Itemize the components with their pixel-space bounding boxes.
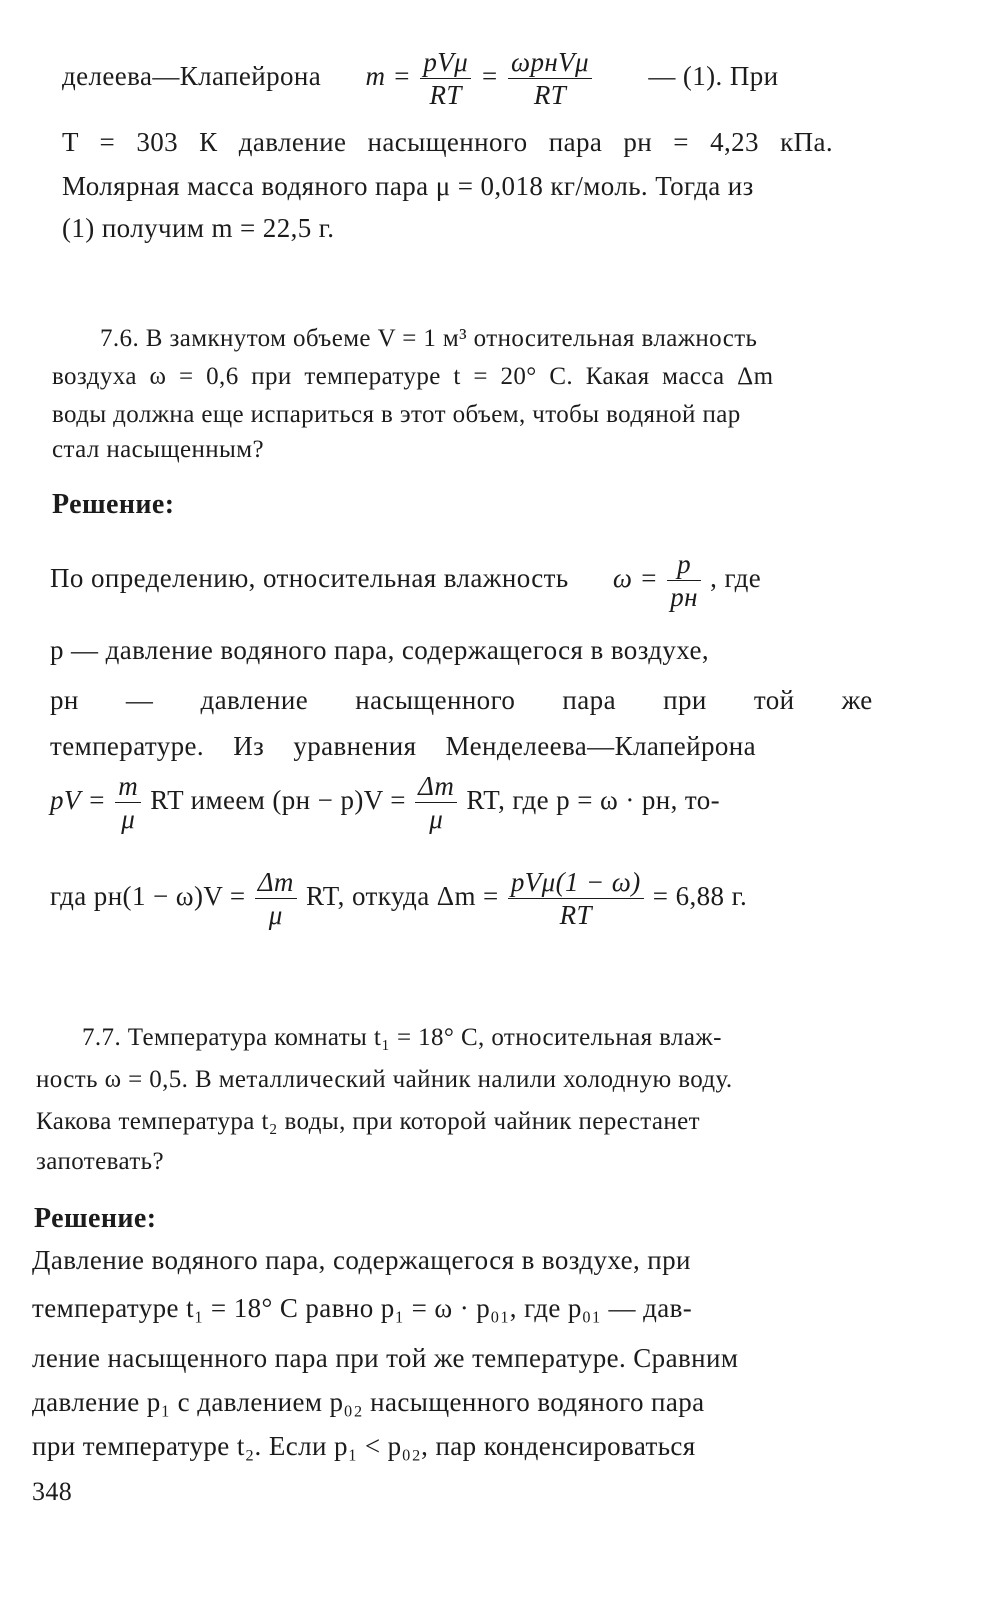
denominator: RT — [429, 80, 462, 111]
solution-heading: Решение: — [52, 489, 175, 520]
text: гда pн(1 − ω)V = — [50, 881, 246, 912]
formula-line — [50, 868, 747, 930]
fraction — [255, 868, 297, 930]
solution-heading: Решение: — [34, 1203, 157, 1234]
denominator: μ — [121, 804, 136, 835]
text-line: T = 303 К давление насыщенного пара pн = 4,23 кПа. — [62, 127, 834, 157]
text-line: температуре. Из уравнения Менделеева—Клапейрона — [50, 731, 757, 761]
math: = — [480, 61, 499, 92]
problem-statement: Какова температура t₂ воды, при которой чайник перестанет — [36, 1108, 700, 1135]
text-line: при температуре t₂. Если p₁ < p₀₂, пар конденсироваться — [32, 1431, 696, 1461]
problem-statement: запотевать? — [36, 1148, 164, 1175]
numerator: Δm — [255, 868, 297, 899]
math: ω = — [612, 563, 659, 594]
problem-statement: ность ω = 0,5. В металлический чайник налили холодную воду. — [36, 1066, 733, 1093]
text-line: давление p₁ с давлением p₀₂ насыщенного водяного пара — [32, 1387, 705, 1417]
text: RT, где p = ω · pн, то- — [466, 785, 721, 816]
text: делеева—Клапейрона — [62, 61, 322, 92]
numerator: pVμ(1 − ω) — [508, 868, 644, 899]
text: = 6,88 г. — [652, 881, 748, 912]
formula-line — [50, 772, 720, 834]
text-line: температуре t₁ = 18° C равно p₁ = ω · p₀₁, где p₀₁ — дав- — [32, 1293, 693, 1323]
text: , где — [710, 563, 762, 594]
text-line: p — давление водяного пара, содержащегося в воздухе, — [50, 635, 710, 665]
numerator: m — [115, 772, 141, 803]
denominator: pн — [670, 582, 698, 613]
problem-statement: 7.7. Температура комнаты t₁ = 18° C, относительная влаж- — [82, 1024, 722, 1051]
fraction — [420, 48, 471, 110]
text-line: Давление водяного пара, содержащегося в воздухе, при — [32, 1245, 691, 1275]
math: m = — [365, 61, 412, 92]
text-line: pн — давление насыщенного пара при той же — [50, 685, 873, 715]
denominator: μ — [429, 804, 444, 835]
text: — (1). При — [648, 61, 779, 92]
problem-statement: 7.6. В замкнутом объеме V = 1 м³ относительная влажность — [100, 325, 758, 352]
numerator: pVμ — [420, 48, 471, 79]
page-number: 348 — [32, 1477, 73, 1506]
numerator: Δm — [415, 772, 457, 803]
text: RT имеем (pн − p)V = — [150, 785, 406, 816]
denominator: μ — [268, 900, 283, 931]
math: pV = — [50, 785, 107, 816]
fraction — [415, 772, 457, 834]
problem-statement: воздуха ω = 0,6 при температуре t = 20° C. Какая масса Δm — [52, 363, 774, 390]
text: RT, откуда Δm = — [306, 881, 499, 912]
text-line: ление насыщенного пара при той же температуре. Сравним — [32, 1343, 739, 1373]
text-line: Молярная масса водяного пара μ = 0,018 кг/моль. Тогда из — [62, 171, 754, 201]
formula-line — [62, 48, 779, 110]
formula-line — [50, 550, 761, 612]
denominator: RT — [533, 80, 567, 111]
numerator: ωpнVμ — [508, 48, 592, 79]
fraction — [508, 868, 644, 930]
problem-statement: воды должна еще испариться в этот объем, чтобы водяной пар — [52, 401, 741, 428]
numerator: p — [667, 550, 701, 581]
fraction — [508, 48, 592, 110]
fraction — [115, 772, 141, 834]
denominator: RT — [559, 900, 592, 931]
fraction — [667, 550, 701, 612]
problem-statement: стал насыщенным? — [52, 436, 264, 463]
text: По определению, относительная влажность — [50, 563, 569, 594]
text-line: (1) получим m = 22,5 г. — [62, 213, 335, 243]
